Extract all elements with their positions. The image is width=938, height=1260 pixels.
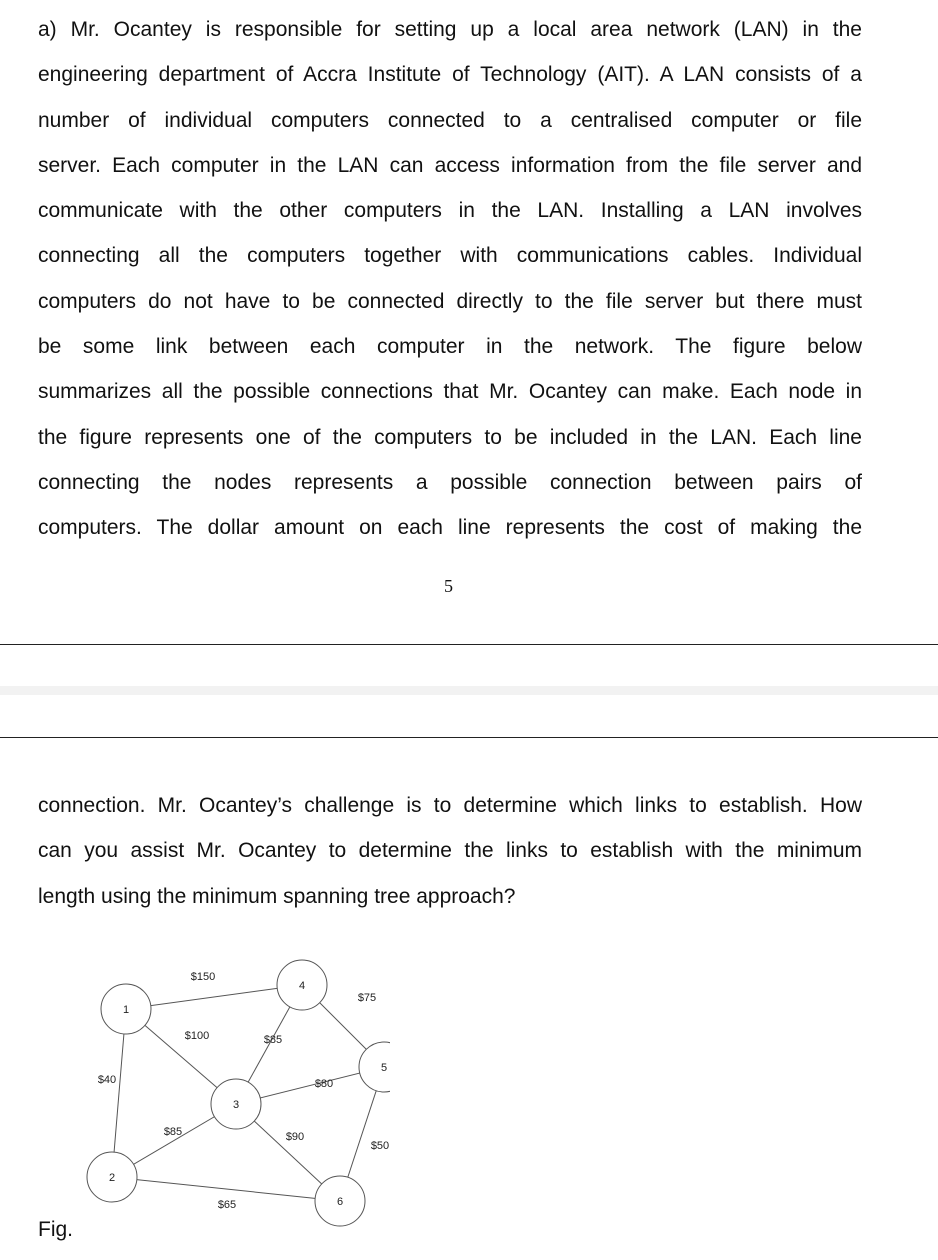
edge-cost-label: $85: [163, 1126, 183, 1138]
edge-cost-label: $65: [217, 1199, 237, 1211]
graph-node-label: 4: [298, 980, 306, 992]
edge-cost-label: $80: [314, 1078, 334, 1090]
edge-cost-label: $40: [97, 1074, 117, 1086]
edge-cost-label: $150: [190, 971, 216, 983]
text-line: connecting all the computers together with communications cables. Individual: [38, 244, 862, 268]
text-line: communicate with the other computers in the LAN. Installing a LAN involves: [38, 199, 862, 223]
text-line: can you assist Mr. Ocantey to determine the links to establish with the minimum: [38, 839, 862, 863]
text-line: summarizes all the possible connections that Mr. Ocantey can make. Each node in: [38, 380, 862, 404]
graph-node-label: 2: [108, 1172, 116, 1184]
text-line: computers. The dollar amount on each line represents the cost of making the: [38, 516, 862, 540]
page-top-divider: [0, 737, 938, 738]
text-line: be some link between each computer in the network. The figure below: [38, 335, 862, 359]
edge-cost-label: $90: [285, 1131, 305, 1143]
text-line: computers do not have to be connected directly to the file server but there must: [38, 289, 862, 313]
paragraph-2: [38, 783, 862, 919]
text-line: the figure represents one of the computers to be included in the LAN. Each line: [38, 425, 862, 449]
text-line: number of individual computers connected to a centralised computer or file: [38, 108, 862, 132]
network-graph-figure: [60, 930, 390, 1240]
graph-node-label: 6: [336, 1196, 344, 1208]
figure-label: Fig.: [38, 1218, 74, 1241]
text-line: a) Mr. Ocantey is responsible for setting up a local area network (LAN) in the: [38, 18, 862, 41]
page-bottom-divider: [0, 644, 938, 645]
paragraph-1: [38, 7, 862, 551]
edge-cost-label: $100: [184, 1030, 210, 1042]
graph-node-label: 1: [122, 1004, 130, 1016]
text-line: connecting the nodes represents a possible connection between pairs of: [38, 470, 862, 494]
page-number: 5: [444, 576, 453, 596]
graph-node-label: 3: [232, 1099, 240, 1111]
page-gap: [0, 686, 938, 695]
text-line: length using the minimum spanning tree approach?: [38, 884, 516, 908]
edge-cost-label: $50: [370, 1140, 390, 1152]
text-line: engineering department of Accra Institute of Technology (AIT). A LAN consists of a: [38, 63, 862, 87]
graph-node-label: 5: [380, 1062, 388, 1074]
text-line: server. Each computer in the LAN can access information from the file server and: [38, 153, 862, 177]
text-line: connection. Mr. Ocantey’s challenge is to determine which links to establish. How: [38, 794, 862, 817]
edge-cost-label: $75: [357, 992, 377, 1004]
edge-cost-label: $85: [263, 1034, 283, 1046]
